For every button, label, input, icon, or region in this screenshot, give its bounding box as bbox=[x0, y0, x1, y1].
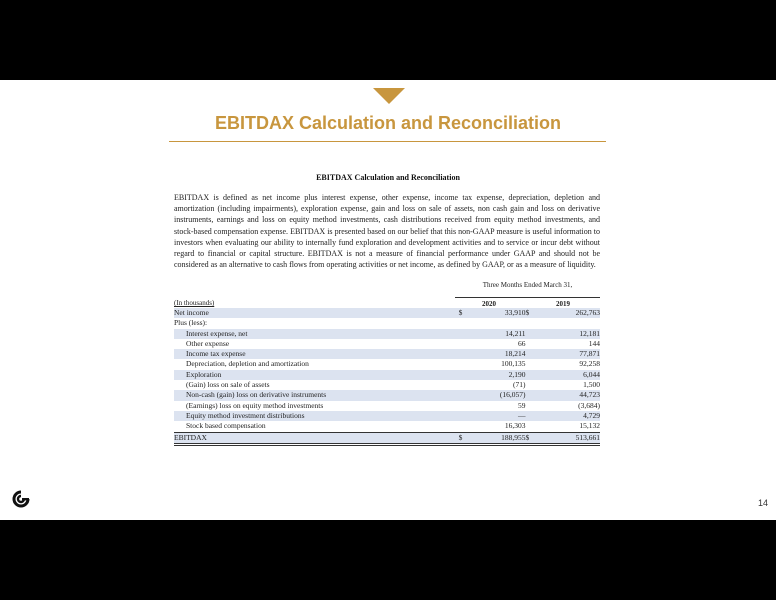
currency-symbol bbox=[459, 411, 472, 421]
table-row bbox=[174, 349, 600, 359]
currency-symbol: $ bbox=[526, 308, 539, 318]
value-2020: 59 bbox=[518, 400, 526, 410]
table-row bbox=[174, 308, 600, 318]
currency-symbol bbox=[459, 390, 472, 400]
company-logo-icon bbox=[12, 490, 30, 508]
value-2020: 14,211 bbox=[472, 329, 525, 339]
definition-paragraph: EBITDAX is defined as net income plus interest expense, other expense, income tax expense, depreciation, depletion and amortization (including impairments), exploration expense, gain and loss on sale of assets, non cash gain and loss on derivative instruments, earnings and loss on equity method investments, cash distributions received from equity method investments, and stock-based compensation expense. EBITDAX is presented based on our belief that this non-GAAP measure is useful information to investors when evaluating our ability to internally fund exploration and development activities and to service or incur debt without regard to financial or capital structure. EBITDAX is not a measure of financial performance under GAAP and should not be considered as an alternative to cash flows from operating activities or net income, as defined by GAAP, or as a measure of liquidity. bbox=[174, 193, 600, 270]
table-row bbox=[174, 401, 600, 411]
row-label: (Earnings) loss on equity method investments bbox=[186, 400, 324, 410]
currency-symbol bbox=[526, 349, 539, 359]
row-label: Exploration bbox=[174, 370, 459, 380]
value-2019: 77,871 bbox=[539, 349, 600, 359]
currency-symbol bbox=[526, 370, 539, 380]
value-2019: 513,661 bbox=[539, 432, 600, 444]
table-row bbox=[174, 421, 600, 432]
reconciliation-table bbox=[174, 308, 600, 446]
table-row bbox=[174, 380, 600, 390]
year-2020-header: 2020 bbox=[482, 300, 496, 308]
value-2019: 44,723 bbox=[539, 390, 600, 400]
value-2019: 144 bbox=[588, 338, 600, 348]
row-label: Other expense bbox=[186, 338, 230, 348]
table-row bbox=[174, 390, 600, 400]
table-row bbox=[174, 318, 600, 328]
value-2020: 188,955 bbox=[472, 432, 525, 444]
value-2020: 2,190 bbox=[472, 370, 525, 380]
table-row bbox=[174, 359, 600, 369]
currency-symbol bbox=[459, 359, 472, 369]
page-number: 14 bbox=[757, 498, 768, 508]
down-arrow-icon bbox=[373, 88, 405, 104]
currency-symbol bbox=[526, 318, 539, 328]
table-row bbox=[174, 339, 600, 349]
period-header: Three Months Ended March 31, bbox=[482, 281, 573, 289]
row-label: Income tax expense bbox=[174, 349, 459, 359]
currency-symbol bbox=[459, 421, 472, 432]
currency-symbol bbox=[526, 380, 539, 390]
table-row bbox=[174, 411, 600, 421]
value-2020: 18,214 bbox=[472, 349, 525, 359]
value-2020: 100,135 bbox=[501, 359, 526, 369]
value-2020 bbox=[472, 318, 525, 328]
currency-symbol bbox=[526, 421, 539, 432]
value-2020: — bbox=[472, 411, 525, 421]
currency-symbol bbox=[459, 401, 472, 411]
value-2019: 6,044 bbox=[539, 370, 600, 380]
period-header-rule bbox=[455, 297, 600, 298]
row-label: Net income bbox=[174, 308, 459, 318]
row-label: Depreciation, depletion and amortization bbox=[186, 359, 309, 369]
value-2020: 16,303 bbox=[504, 421, 526, 431]
row-label: (Gain) loss on sale of assets bbox=[186, 380, 270, 390]
value-2020: 66 bbox=[518, 338, 526, 348]
currency-symbol bbox=[459, 329, 472, 339]
currency-symbol: $ bbox=[459, 308, 472, 318]
row-label: Plus (less): bbox=[174, 318, 208, 328]
document-heading: EBITDAX Calculation and Reconciliation bbox=[316, 173, 460, 182]
table-row bbox=[174, 370, 600, 380]
currency-symbol bbox=[526, 401, 539, 411]
value-2019: 92,258 bbox=[579, 359, 600, 369]
currency-symbol: $ bbox=[459, 432, 472, 444]
row-label: Non-cash (gain) loss on derivative instruments bbox=[174, 390, 459, 400]
currency-symbol bbox=[459, 349, 472, 359]
value-2019: 12,181 bbox=[539, 329, 600, 339]
currency-symbol bbox=[526, 329, 539, 339]
currency-symbol bbox=[526, 359, 539, 369]
value-2019: (3,684) bbox=[578, 400, 600, 410]
value-2019: 262,763 bbox=[539, 308, 600, 318]
table-row bbox=[174, 329, 600, 339]
currency-symbol: $ bbox=[526, 432, 539, 444]
value-2019: 15,132 bbox=[579, 421, 600, 431]
value-2020: (16,057) bbox=[472, 390, 525, 400]
value-2020: 33,910 bbox=[472, 308, 525, 318]
value-2019: 1,500 bbox=[583, 380, 600, 390]
row-label: EBITDAX bbox=[174, 432, 459, 444]
currency-symbol bbox=[526, 390, 539, 400]
year-2019-header: 2019 bbox=[556, 300, 570, 308]
currency-symbol bbox=[459, 318, 472, 328]
currency-symbol bbox=[526, 339, 539, 349]
title-divider bbox=[169, 141, 606, 142]
total-row bbox=[174, 432, 600, 444]
slide-title: EBITDAX Calculation and Reconciliation bbox=[214, 113, 562, 133]
value-2019: 4,729 bbox=[539, 411, 600, 421]
row-label: Stock based compensation bbox=[186, 421, 266, 431]
row-label: Interest expense, net bbox=[174, 329, 459, 339]
units-label: (In thousands) bbox=[174, 299, 215, 307]
slide bbox=[0, 80, 776, 520]
currency-symbol bbox=[459, 370, 472, 380]
value-2020: (71) bbox=[513, 380, 526, 390]
currency-symbol bbox=[459, 380, 472, 390]
row-label: Equity method investment distributions bbox=[174, 411, 459, 421]
currency-symbol bbox=[459, 339, 472, 349]
value-2019 bbox=[539, 318, 600, 328]
currency-symbol bbox=[526, 411, 539, 421]
